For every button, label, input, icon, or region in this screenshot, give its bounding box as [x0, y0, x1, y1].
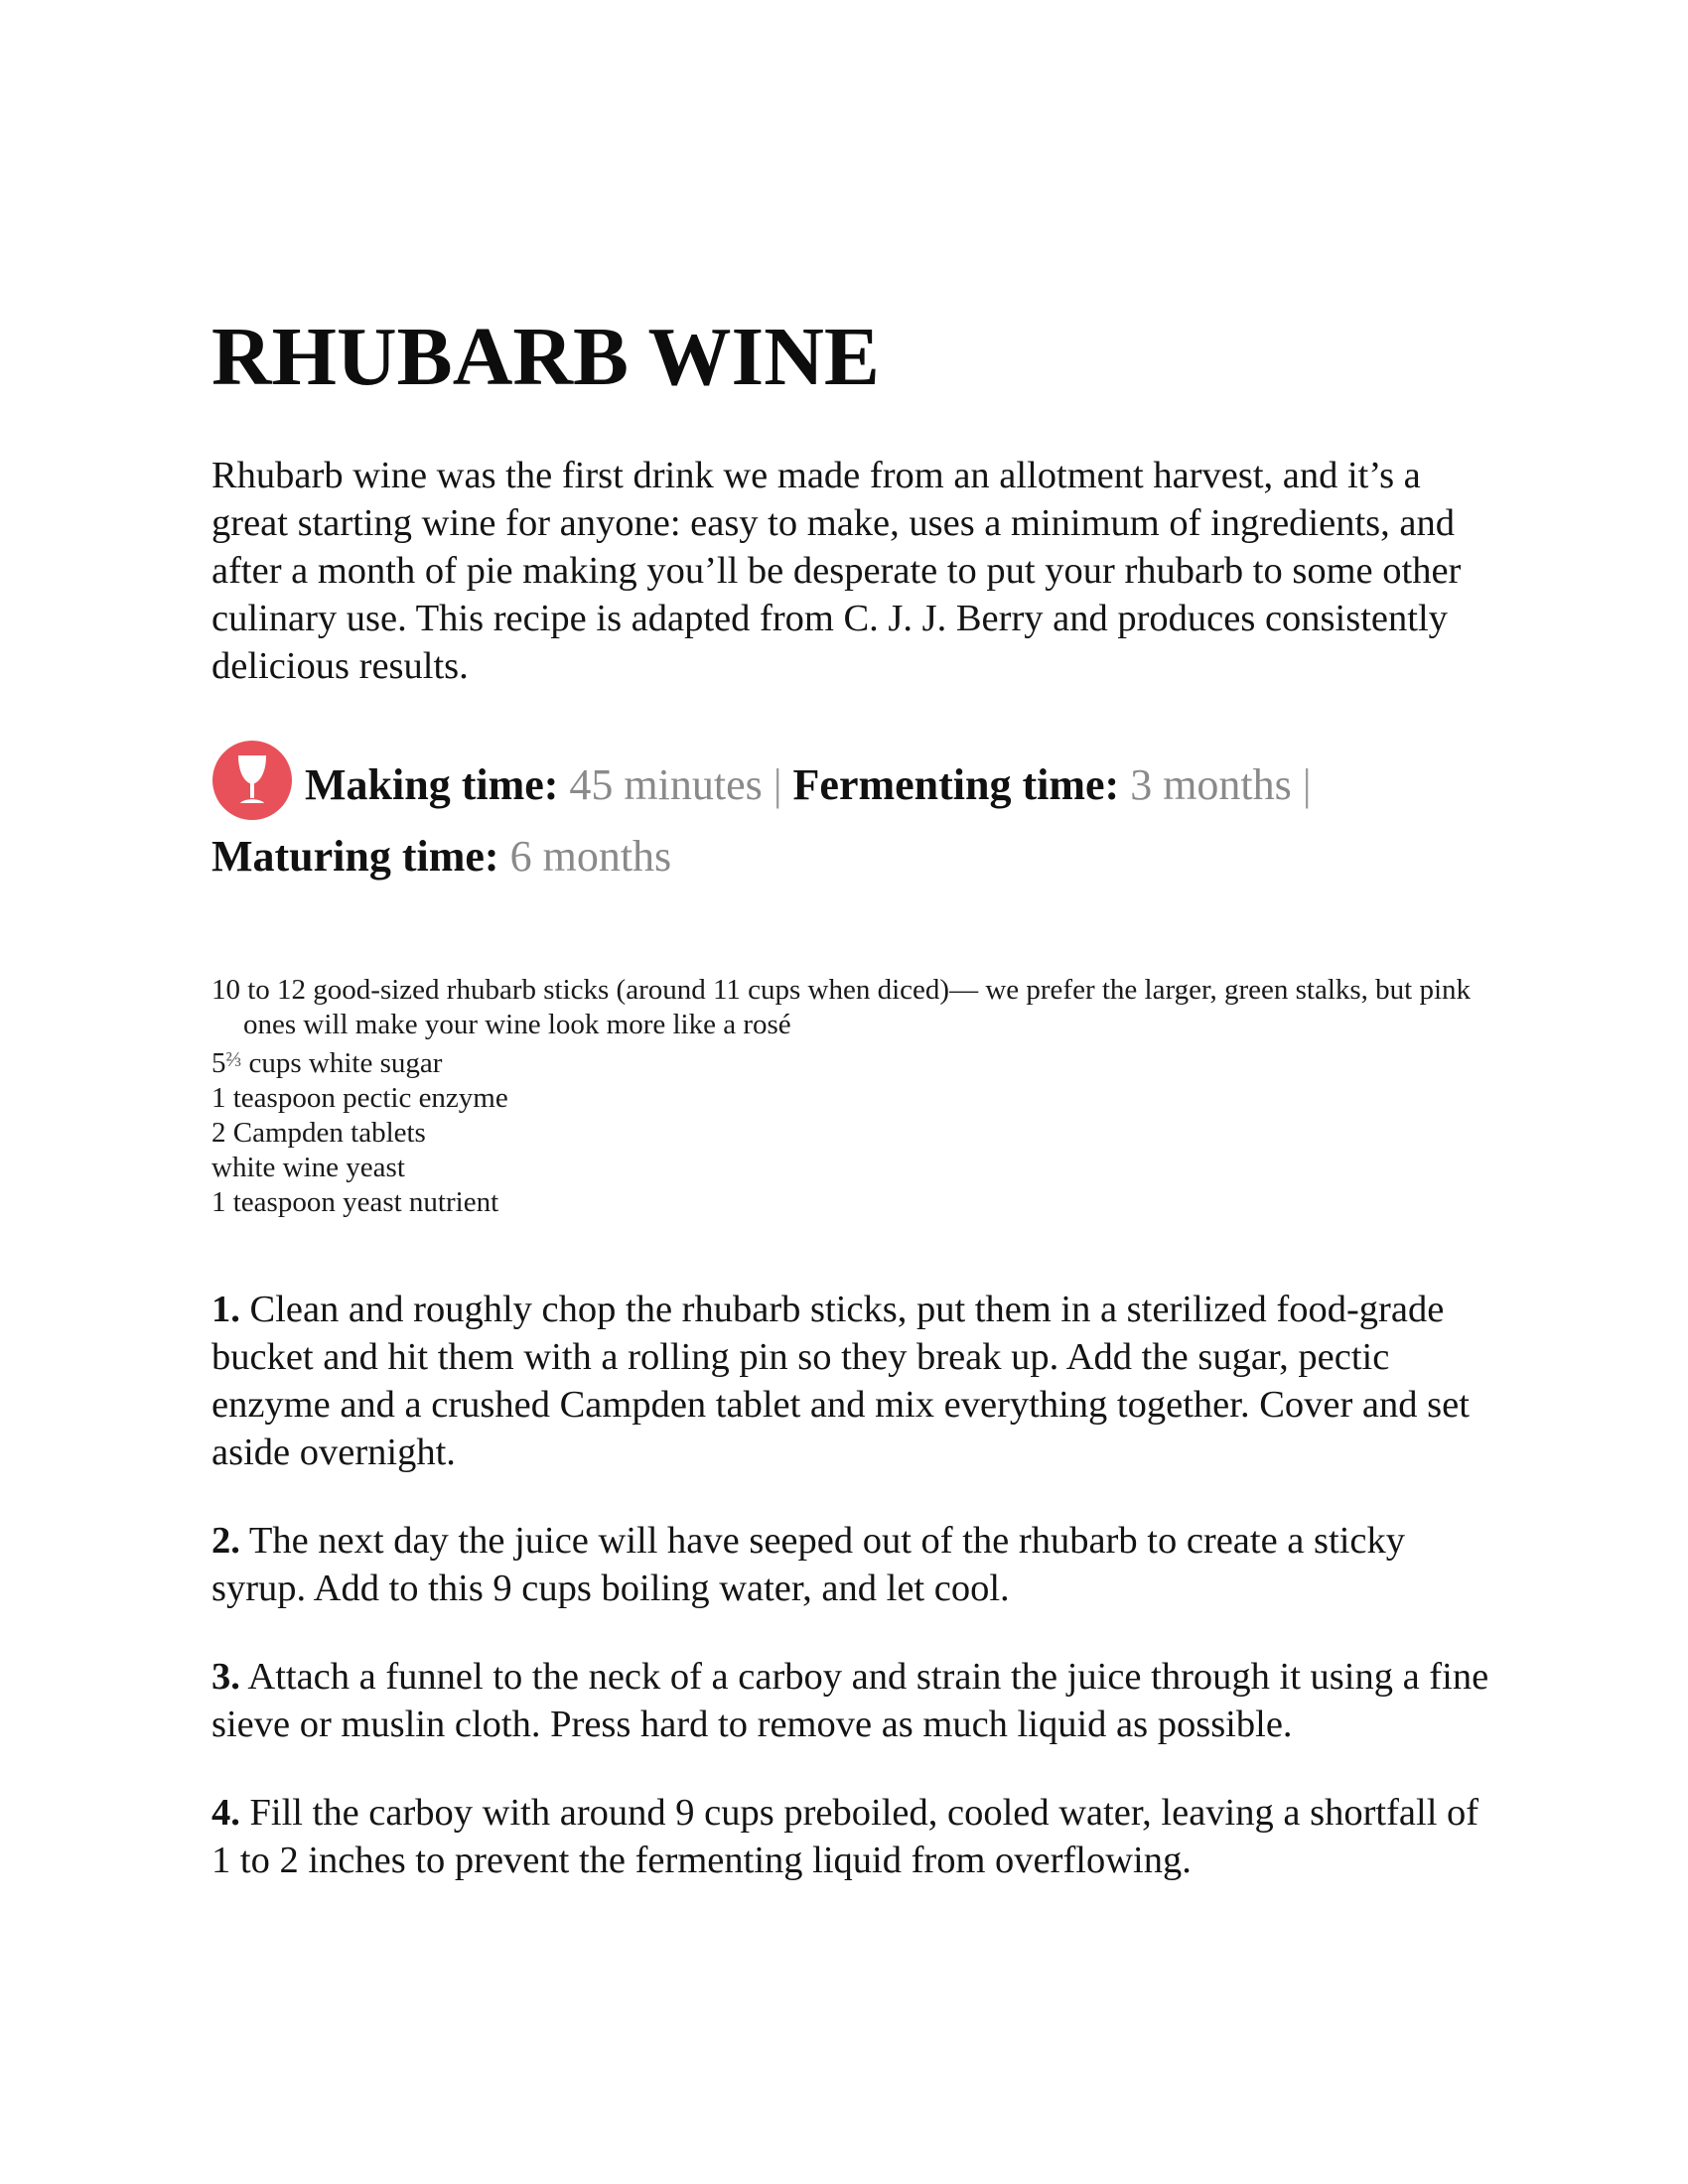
ingredient-list — [211, 973, 1502, 1220]
timing-line — [211, 740, 1502, 892]
step-number: 3. — [211, 1656, 240, 1698]
ingredient-item — [211, 1042, 1502, 1081]
step-text: Clean and roughly chop the rhubarb sticks, put them in a sterilized food-grade bucket and hit them with a rolling pin so they break up. Add the sugar, pectic enzyme and a crushed Campden tablet and mix everything together. Cover and set aside overnight. — [211, 1289, 1470, 1473]
timing-separator: | — [773, 760, 782, 809]
making-time-value: 45 minutes — [569, 760, 763, 809]
method-step — [211, 1789, 1502, 1884]
step-text: Attach a funnel to the neck of a carboy and strain the juice through it using a fine sieve or muslin cloth. Press hard to remove as much liquid as possible. — [211, 1656, 1489, 1745]
method-step — [211, 1653, 1502, 1748]
step-number: 4. — [211, 1792, 240, 1834]
wine-glass-icon — [211, 740, 293, 821]
ingredient-item: 10 to 12 good-sized rhubarb sticks (around 11 cups when diced)— we prefer the larger, green stalks, but pink ones will make your wine look more like a rosé — [211, 974, 1472, 1040]
maturing-time-value: 6 months — [509, 832, 672, 881]
method-steps — [211, 1286, 1502, 1925]
ingredient-item: 2 Campden tablets — [211, 1117, 426, 1149]
ingredient-fraction: ⅔ — [225, 1047, 242, 1071]
ingredient-amount: 5 — [211, 1047, 226, 1079]
timing-separator: | — [1302, 760, 1312, 809]
maturing-time-label: Maturing time: — [211, 832, 499, 881]
ingredient-item: 1 teaspoon pectic enzyme — [211, 1082, 508, 1114]
fermenting-time-label: Fermenting time: — [792, 760, 1120, 809]
step-text: Fill the carboy with around 9 cups preboiled, cooled water, leaving a shortfall of 1 to 2 inches to prevent the fermenting liquid from overflowing. — [211, 1792, 1479, 1881]
recipe-intro: Rhubarb wine was the first drink we made from an allotment harvest, and it’s a great starting wine for anyone: easy to make, uses a minimum of ingredients, and after a month of pie making you’ll be desperate to put your rhubarb to some other culinary use. This recipe is adapted from C. J. J. Berry and produces consistently delicious results. — [211, 455, 1462, 687]
ingredient-item: 1 teaspoon yeast nutrient — [211, 1186, 499, 1218]
method-step — [211, 1517, 1502, 1612]
method-step — [211, 1286, 1502, 1476]
making-time-label: Making time: — [305, 760, 559, 809]
ingredient-text: cups white sugar — [241, 1047, 443, 1079]
fermenting-time-value: 3 months — [1130, 760, 1292, 809]
step-text: The next day the juice will have seeped out of the rhubarb to create a sticky syrup. Add to this 9 cups boiling water, and let cool. — [211, 1520, 1405, 1609]
step-number: 2. — [211, 1520, 240, 1562]
ingredient-item: white wine yeast — [211, 1152, 405, 1183]
recipe-title: RHUBARB WINE — [211, 311, 880, 403]
step-number: 1. — [211, 1289, 240, 1330]
